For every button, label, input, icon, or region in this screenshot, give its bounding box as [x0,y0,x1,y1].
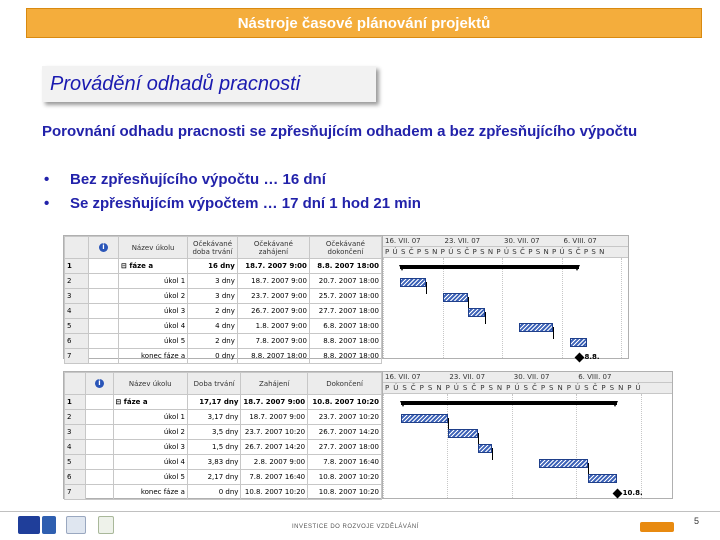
task-bar[interactable] [588,474,617,483]
opvk-logo [98,516,114,534]
row-number[interactable]: 7 [65,349,89,364]
table-row[interactable] [65,485,382,500]
table-cell[interactable] [86,425,113,440]
bullet-text: Se zpřesňujícím výpočtem … 17 dní 1 hod 21 min [70,195,421,212]
week-label: 6. VIII. 07 [563,237,597,245]
table-cell[interactable] [88,334,118,349]
week-gridline [502,258,503,358]
table-cell[interactable] [86,470,113,485]
eu-flag-logo [18,516,40,534]
column-header[interactable] [65,373,86,395]
milestone-marker[interactable] [612,489,622,499]
task-bar[interactable] [478,444,492,453]
task-table [64,372,382,500]
column-header[interactable]: Dokončení [308,373,382,395]
column-header[interactable]: Očekávané doba trvání [188,237,238,259]
gantt-chart [382,372,672,498]
row-number[interactable]: 5 [65,319,89,334]
week-label: 23. VII. 07 [444,237,481,245]
row-number[interactable]: 2 [65,410,86,425]
column-header[interactable]: Očekávané zahájení [237,237,309,259]
week-gridline [641,394,642,498]
table-cell[interactable] [88,274,118,289]
week-label: 30. VII. 07 [504,237,540,245]
table-cell[interactable]: 27.7. 2007 18:00 [309,304,381,319]
table-cell[interactable]: 2 dny [188,334,238,349]
table-cell[interactable]: 23.7. 2007 10:20 [308,410,382,425]
row-number[interactable]: 1 [65,259,89,274]
intro-text: Porovnání odhadu pracnosti se zpřesňujícím odhadem a bez zpřesňujícího výpočtu [42,123,638,140]
table-cell[interactable] [86,455,113,470]
table-cell[interactable]: 10.8. 2007 10:20 [308,470,382,485]
table-cell[interactable]: 7.8. 2007 9:00 [237,334,309,349]
table-cell[interactable]: 1.8. 2007 9:00 [237,319,309,334]
milestone-marker[interactable] [574,353,584,363]
table-cell[interactable]: 7.8. 2007 16:40 [241,470,308,485]
column-header[interactable]: Název úkolu [119,237,188,259]
table-cell[interactable] [86,440,113,455]
info-icon: i [99,243,108,252]
table-cell[interactable]: 8.8. 2007 18:00 [309,349,381,364]
column-header[interactable] [88,237,118,259]
table-row[interactable] [65,304,382,319]
table-cell[interactable]: 3,83 dny [187,455,240,470]
table-cell[interactable] [88,349,118,364]
table-cell[interactable]: 3 dny [188,274,238,289]
table-cell[interactable]: úkol 1 [113,410,187,425]
column-header[interactable]: Doba trvání [187,373,240,395]
table-cell[interactable] [86,395,113,410]
table-cell[interactable]: ⊟ fáze a [119,259,188,274]
table-cell[interactable] [86,410,113,425]
info-icon: i [95,379,104,388]
dependency-link [485,312,486,324]
table-cell[interactable]: úkol 4 [113,455,187,470]
bullet-list [42,168,642,216]
table-cell[interactable]: 0 dny [188,349,238,364]
table-cell[interactable]: 7.8. 2007 16:40 [308,455,382,470]
column-header[interactable] [65,237,89,259]
table-cell[interactable]: 16 dny [188,259,238,274]
timeline-weeks [383,236,628,247]
table-cell[interactable]: 3,17 dny [187,410,240,425]
task-bar[interactable] [443,293,469,302]
milestone-label: 8.8. [584,353,600,361]
task-bar[interactable] [468,308,485,317]
week-gridline [621,258,622,358]
table-cell[interactable]: 18.7. 2007 9:00 [237,259,309,274]
table-cell[interactable]: ⊟ fáze a [113,395,187,410]
task-bar[interactable] [401,414,448,423]
dependency-link [426,282,427,294]
week-gridline [383,258,384,358]
milestone-label: 10.8. [622,489,643,497]
timeline-weeks [383,372,672,383]
table-cell[interactable]: úkol 3 [119,304,188,319]
week-label: 16. VII. 07 [385,237,421,245]
table-cell[interactable]: 2.8. 2007 9:00 [241,455,308,470]
task-bar[interactable] [400,278,426,287]
table-cell[interactable]: úkol 3 [113,440,187,455]
table-row[interactable] [65,425,382,440]
partner-logo [640,522,674,532]
row-number[interactable]: 4 [65,304,89,319]
summary-bar[interactable] [400,265,579,269]
table-cell[interactable]: 10.8. 2007 10:20 [308,395,382,410]
table-cell[interactable]: 18.7. 2007 9:00 [241,395,308,410]
table-cell[interactable]: 6.8. 2007 18:00 [309,319,381,334]
footer-divider [0,511,720,512]
week-gridline [576,394,577,498]
week-gridline [447,394,448,498]
table-cell[interactable]: 23.7. 2007 10:20 [241,425,308,440]
table-cell[interactable]: 3 dny [188,289,238,304]
week-gridline [443,258,444,358]
table-cell[interactable]: 25.7. 2007 18:00 [309,289,381,304]
table-cell[interactable]: úkol 5 [113,470,187,485]
column-header[interactable]: Název úkolu [113,373,187,395]
task-bar[interactable] [570,338,587,347]
bullet-marker: • [44,171,50,188]
table-cell[interactable]: úkol 2 [119,289,188,304]
table-row[interactable] [65,395,382,410]
gantt-chart [382,236,628,361]
task-bar[interactable] [519,323,553,332]
table-cell[interactable] [86,485,113,500]
table-row[interactable] [65,319,382,334]
table-cell[interactable]: 1,5 dny [187,440,240,455]
table-row[interactable] [65,410,382,425]
table-cell[interactable]: 27.7. 2007 18:00 [308,440,382,455]
timeline-days [383,247,628,258]
table-cell[interactable]: 8.8. 2007 18:00 [309,259,381,274]
task-bar[interactable] [448,429,477,438]
esf-logo [42,516,56,534]
bullet-marker: • [44,195,50,212]
table-cell[interactable]: 8.8. 2007 18:00 [237,349,309,364]
page-number: 5 [694,516,700,526]
table-cell[interactable] [88,304,118,319]
table-cell[interactable]: 23.7. 2007 9:00 [237,289,309,304]
column-header[interactable] [86,373,113,395]
row-number[interactable]: 6 [65,334,89,349]
column-header[interactable]: Zahájení [241,373,308,395]
timeline-days [383,383,672,394]
table-cell[interactable]: 26.7. 2007 14:20 [241,440,308,455]
table-cell[interactable]: 8.8. 2007 18:00 [309,334,381,349]
msmt-logo [66,516,86,534]
table-cell[interactable]: úkol 2 [113,425,187,440]
table-cell[interactable]: konec fáze a [113,485,187,500]
banner-title: Nástroje časové plánování projektů [237,14,491,32]
task-table [64,236,382,364]
table-cell[interactable]: 3,5 dny [187,425,240,440]
table-cell[interactable] [88,259,118,274]
dependency-link [553,327,554,339]
table-row[interactable] [65,455,382,470]
gantt-sheet-estimate [63,235,629,359]
table-cell[interactable]: úkol 5 [119,334,188,349]
table-cell[interactable]: 18.7. 2007 9:00 [237,274,309,289]
table-cell[interactable]: úkol 1 [119,274,188,289]
table-cell[interactable]: 26.7. 2007 14:20 [308,425,382,440]
row-number[interactable]: 4 [65,440,86,455]
table-row[interactable] [65,334,382,349]
table-row[interactable] [65,274,382,289]
table-cell[interactable]: konec fáze a [119,349,188,364]
row-number[interactable]: 3 [65,289,89,304]
table-row[interactable] [65,259,382,274]
table-cell[interactable]: 4 dny [188,319,238,334]
day-labels: PÚSČPSNPÚSČPSNPÚSČPSNPÚSČPSNPÚ [385,384,645,392]
week-gridline [383,394,384,498]
table-header-row [65,237,382,259]
footer-text: INVESTICE DO ROZVOJE VZDĚLÁVÁNÍ [292,524,419,530]
table-cell[interactable]: 10.8. 2007 10:20 [241,485,308,500]
row-number[interactable]: 7 [65,485,86,500]
table-row[interactable] [65,289,382,304]
summary-bar[interactable] [401,401,616,405]
bullet-text: Bez zpřesňujícího výpočtu … 16 dní [70,171,326,188]
table-cell[interactable] [88,319,118,334]
day-labels: PÚSČPSNPÚSČPSNPÚSČPSNPÚSČPSN [385,248,608,256]
row-number[interactable]: 1 [65,395,86,410]
bullet-item [42,192,642,216]
table-cell[interactable]: 20.7. 2007 18:00 [309,274,381,289]
week-gridline [512,394,513,498]
section-heading-box [42,66,376,102]
row-number[interactable]: 5 [65,455,86,470]
row-number[interactable]: 6 [65,470,86,485]
week-label: 16. VII. 07 [385,373,421,381]
table-cell[interactable]: 2,17 dny [187,470,240,485]
table-cell[interactable]: 10.8. 2007 10:20 [308,485,382,500]
column-header[interactable]: Očekávané dokončení [309,237,381,259]
table-cell[interactable] [88,289,118,304]
task-bar[interactable] [539,459,588,468]
section-heading: Provádění odhadů pracnosti [50,72,301,95]
dependency-link [492,448,493,460]
row-number[interactable]: 3 [65,425,86,440]
table-header-row [65,373,382,395]
table-cell[interactable]: 18.7. 2007 9:00 [241,410,308,425]
week-label: 6. VIII. 07 [578,373,612,381]
table-row[interactable] [65,440,382,455]
week-label: 23. VII. 07 [449,373,486,381]
table-row[interactable] [65,470,382,485]
table-cell[interactable]: 26.7. 2007 9:00 [237,304,309,319]
table-cell[interactable]: 17,17 dny [187,395,240,410]
table-cell[interactable]: úkol 4 [119,319,188,334]
table-row[interactable] [65,349,382,364]
week-gridline [562,258,563,358]
table-cell[interactable]: 0 dny [187,485,240,500]
title-banner [26,8,702,38]
row-number[interactable]: 2 [65,274,89,289]
week-label: 30. VII. 07 [513,373,550,381]
table-cell[interactable]: 2 dny [188,304,238,319]
gantt-sheet-refined [63,371,673,499]
bullet-item [42,168,642,192]
